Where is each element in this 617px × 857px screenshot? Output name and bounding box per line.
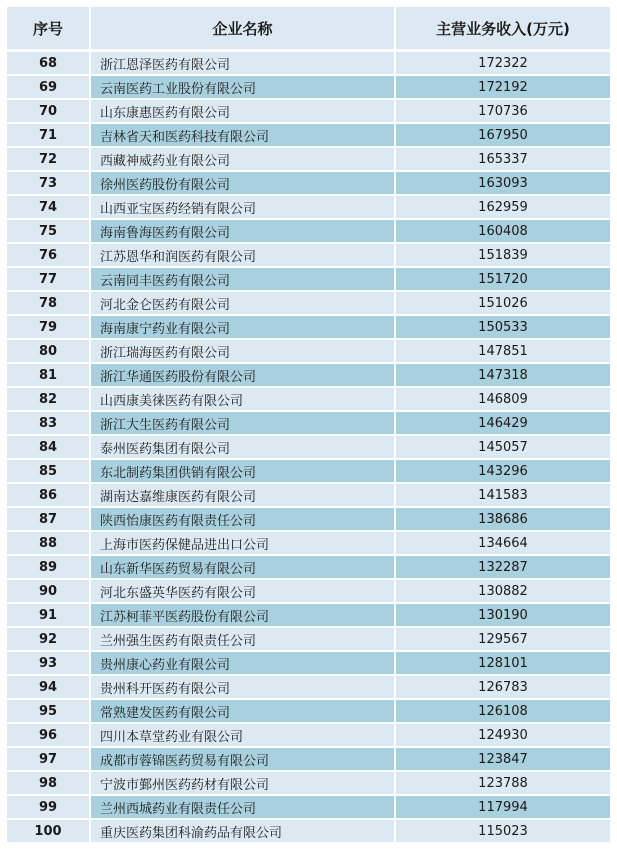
table-row: [7, 459, 610, 483]
column-header-index: 序号: [7, 7, 90, 51]
table-row: [7, 387, 610, 411]
table-row: [7, 315, 610, 339]
revenue-cell: 147851: [395, 339, 610, 363]
table-row: [7, 339, 610, 363]
column-header-name: 企业名称: [90, 7, 395, 51]
row-index-cell: 86: [7, 483, 90, 507]
revenue-cell: 115023: [395, 819, 610, 843]
company-name-cell: 兰州西城药业有限责任公司: [90, 795, 395, 819]
table-header-row: [7, 7, 610, 51]
company-name-cell: 浙江恩泽医药有限公司: [90, 51, 395, 76]
company-name-cell: 西藏神威药业有限公司: [90, 147, 395, 171]
row-index-cell: 96: [7, 723, 90, 747]
revenue-cell: 117994: [395, 795, 610, 819]
table-body: [7, 51, 610, 844]
company-name-cell: 海南鲁海医药有限公司: [90, 219, 395, 243]
table-row: [7, 267, 610, 291]
company-name-cell: 浙江华通医药股份有限公司: [90, 363, 395, 387]
row-index-cell: 83: [7, 411, 90, 435]
row-index-cell: 78: [7, 291, 90, 315]
table-row: [7, 411, 610, 435]
row-index-cell: 98: [7, 771, 90, 795]
company-name-cell: 山东康惠医药有限公司: [90, 99, 395, 123]
row-index-cell: 99: [7, 795, 90, 819]
company-name-cell: 河北金仑医药有限公司: [90, 291, 395, 315]
company-name-cell: 上海市医药保健品进出口公司: [90, 531, 395, 555]
revenue-cell: 170736: [395, 99, 610, 123]
revenue-cell: 151839: [395, 243, 610, 267]
revenue-cell: 124930: [395, 723, 610, 747]
revenue-cell: 172192: [395, 75, 610, 99]
table-row: [7, 699, 610, 723]
table-row: [7, 195, 610, 219]
row-index-cell: 89: [7, 555, 90, 579]
row-index-cell: 72: [7, 147, 90, 171]
table-row: [7, 51, 610, 76]
revenue-cell: 172322: [395, 51, 610, 76]
company-name-cell: 宁波市鄞州医药药材有限公司: [90, 771, 395, 795]
company-name-cell: 河北东盛英华医药有限公司: [90, 579, 395, 603]
company-name-cell: 山东新华医药贸易有限公司: [90, 555, 395, 579]
table-row: [7, 819, 610, 843]
company-name-cell: 重庆医药集团科渝药品有限公司: [90, 819, 395, 843]
revenue-cell: 163093: [395, 171, 610, 195]
table-row: [7, 147, 610, 171]
row-index-cell: 76: [7, 243, 90, 267]
row-index-cell: 81: [7, 363, 90, 387]
row-index-cell: 74: [7, 195, 90, 219]
table-row: [7, 243, 610, 267]
revenue-cell: 143296: [395, 459, 610, 483]
company-name-cell: 江苏恩华和润医药有限公司: [90, 243, 395, 267]
row-index-cell: 85: [7, 459, 90, 483]
table-row: [7, 675, 610, 699]
company-name-cell: 贵州康心药业有限公司: [90, 651, 395, 675]
revenue-cell: 126783: [395, 675, 610, 699]
revenue-cell: 162959: [395, 195, 610, 219]
row-index-cell: 71: [7, 123, 90, 147]
row-index-cell: 92: [7, 627, 90, 651]
table-row: [7, 723, 610, 747]
revenue-cell: 134664: [395, 531, 610, 555]
row-index-cell: 93: [7, 651, 90, 675]
revenue-cell: 145057: [395, 435, 610, 459]
table-row: [7, 627, 610, 651]
row-index-cell: 95: [7, 699, 90, 723]
row-index-cell: 69: [7, 75, 90, 99]
table-row: [7, 99, 610, 123]
company-name-cell: 贵州科开医药有限公司: [90, 675, 395, 699]
revenue-cell: 147318: [395, 363, 610, 387]
revenue-cell: 123788: [395, 771, 610, 795]
row-index-cell: 77: [7, 267, 90, 291]
revenue-cell: 150533: [395, 315, 610, 339]
revenue-cell: 146429: [395, 411, 610, 435]
revenue-cell: 130882: [395, 579, 610, 603]
revenue-cell: 151026: [395, 291, 610, 315]
company-name-cell: 云南医药工业股份有限公司: [90, 75, 395, 99]
ranking-table: [7, 7, 610, 844]
company-name-cell: 浙江大生医药有限公司: [90, 411, 395, 435]
company-name-cell: 四川本草堂药业有限公司: [90, 723, 395, 747]
row-index-cell: 84: [7, 435, 90, 459]
company-name-cell: 江苏柯菲平医药股份有限公司: [90, 603, 395, 627]
table-row: [7, 531, 610, 555]
company-name-cell: 徐州医药股份有限公司: [90, 171, 395, 195]
row-index-cell: 75: [7, 219, 90, 243]
table-row: [7, 219, 610, 243]
row-index-cell: 80: [7, 339, 90, 363]
row-index-cell: 100: [7, 819, 90, 843]
company-name-cell: 吉林省天和医药科技有限公司: [90, 123, 395, 147]
revenue-cell: 126108: [395, 699, 610, 723]
company-name-cell: 云南同丰医药有限公司: [90, 267, 395, 291]
company-name-cell: 兰州强生医药有限责任公司: [90, 627, 395, 651]
revenue-cell: 167950: [395, 123, 610, 147]
table-row: [7, 171, 610, 195]
table-row: [7, 747, 610, 771]
company-name-cell: 陕西怡康医药有限责任公司: [90, 507, 395, 531]
revenue-cell: 160408: [395, 219, 610, 243]
row-index-cell: 87: [7, 507, 90, 531]
row-index-cell: 73: [7, 171, 90, 195]
company-name-cell: 湖南达嘉维康医药有限公司: [90, 483, 395, 507]
revenue-cell: 165337: [395, 147, 610, 171]
table-row: [7, 507, 610, 531]
table-row: [7, 483, 610, 507]
table-row: [7, 651, 610, 675]
table-row: [7, 363, 610, 387]
company-name-cell: 常熟建发医药有限公司: [90, 699, 395, 723]
table-row: [7, 291, 610, 315]
table-row: [7, 123, 610, 147]
company-name-cell: 山西康美徕医药有限公司: [90, 387, 395, 411]
row-index-cell: 68: [7, 51, 90, 76]
row-index-cell: 82: [7, 387, 90, 411]
table-row: [7, 75, 610, 99]
row-index-cell: 97: [7, 747, 90, 771]
revenue-cell: 128101: [395, 651, 610, 675]
company-name-cell: 山西亚宝医药经销有限公司: [90, 195, 395, 219]
row-index-cell: 94: [7, 675, 90, 699]
table-row: [7, 579, 610, 603]
revenue-cell: 138686: [395, 507, 610, 531]
row-index-cell: 88: [7, 531, 90, 555]
row-index-cell: 70: [7, 99, 90, 123]
row-index-cell: 79: [7, 315, 90, 339]
revenue-cell: 129567: [395, 627, 610, 651]
revenue-cell: 141583: [395, 483, 610, 507]
row-index-cell: 90: [7, 579, 90, 603]
revenue-cell: 123847: [395, 747, 610, 771]
revenue-cell: 130190: [395, 603, 610, 627]
table-row: [7, 603, 610, 627]
revenue-cell: 132287: [395, 555, 610, 579]
row-index-cell: 91: [7, 603, 90, 627]
revenue-cell: 146809: [395, 387, 610, 411]
company-name-cell: 浙江瑞海医药有限公司: [90, 339, 395, 363]
revenue-cell: 151720: [395, 267, 610, 291]
company-name-cell: 东北制药集团供销有限公司: [90, 459, 395, 483]
company-name-cell: 成都市蓉锦医药贸易有限公司: [90, 747, 395, 771]
company-name-cell: 海南康宁药业有限公司: [90, 315, 395, 339]
table-row: [7, 555, 610, 579]
column-header-revenue: 主营业务收入(万元): [395, 7, 610, 51]
table-row: [7, 795, 610, 819]
company-name-cell: 泰州医药集团有限公司: [90, 435, 395, 459]
table-row: [7, 771, 610, 795]
table-row: [7, 435, 610, 459]
